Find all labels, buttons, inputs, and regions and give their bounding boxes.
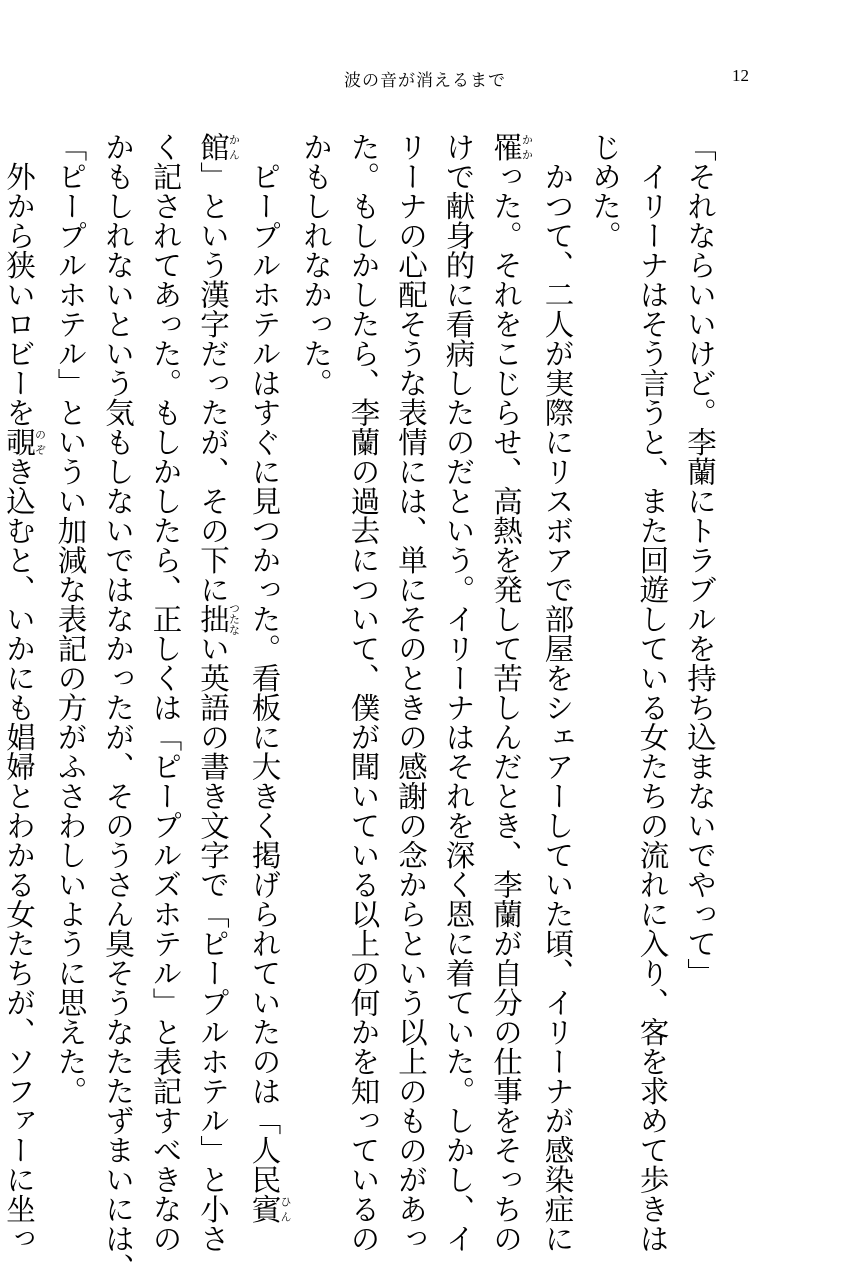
text-line: かつて、二人が実際にリスボアで部屋をシェアーしていた頃、イリーナが感染症に [540,132,575,1253]
ruby-nozo: 覗のぞ [2,427,47,457]
ruby-tsutana: 拙つたな [196,602,241,636]
text-line: かもしれなかった。 [299,132,333,398]
body-text [2,132,723,1283]
text-line: イリーナはそう言うと、また回遊している女たちの流れに入り、客を求めて歩きは [635,132,670,1253]
ruby-hin: 賓ひん [247,1194,292,1224]
text-line: かもしれないという気もしないではなかったが、そのうさん臭そうなたたずまいには、 [101,132,135,1283]
text-line: 外から狭いロビーを覗のぞき込むと、いかにも娼婦とわかる女たちが、ソファーに坐っ [2,132,47,1253]
ruby-kaka: 罹かか [489,132,534,162]
page-number: 12 [732,66,749,85]
text-line: ピープルホテルはすぐに見つかった。看板に大きく掲げられていたのは「人民賓ひん [247,132,292,1224]
text-line: く記されてあった。もしかしたら、正しくは「ピープルズホテル」と表記すべきなの [148,132,183,1253]
text-line: リーナの心配そうな表情には、単にそのときの感謝の念からという以上のものがあっ [394,132,428,1253]
text-line: た。もしかしたら、李蘭の過去について、僕が聞いている以上の何かを知っているの [346,132,381,1253]
text-line: 「それならいいけど。李蘭にトラブルを持ち込まないでやって」 [683,132,717,988]
text-line: じめた。 [588,132,622,250]
running-title: 波の音が消えるまで [344,71,506,91]
text-line: 館かん」という漢字だったが、その下に拙つたない英語の書き文字で「ピープルホテル」と小さ [196,132,241,1253]
text-line: けで献身的に看病したのだという。イリーナはそれを深く恩に着ていた。しかし、イ [441,132,476,1253]
ruby-kan: 館かん [196,132,241,162]
text-line: 「ピープルホテル」というい加減な表記の方がふさわしいように思えた。 [53,132,88,1106]
text-line: 罹かかった。それをこじらせ、高熱を発して苦しんだとき、李蘭が自分の仕事をそっちの [489,132,534,1253]
